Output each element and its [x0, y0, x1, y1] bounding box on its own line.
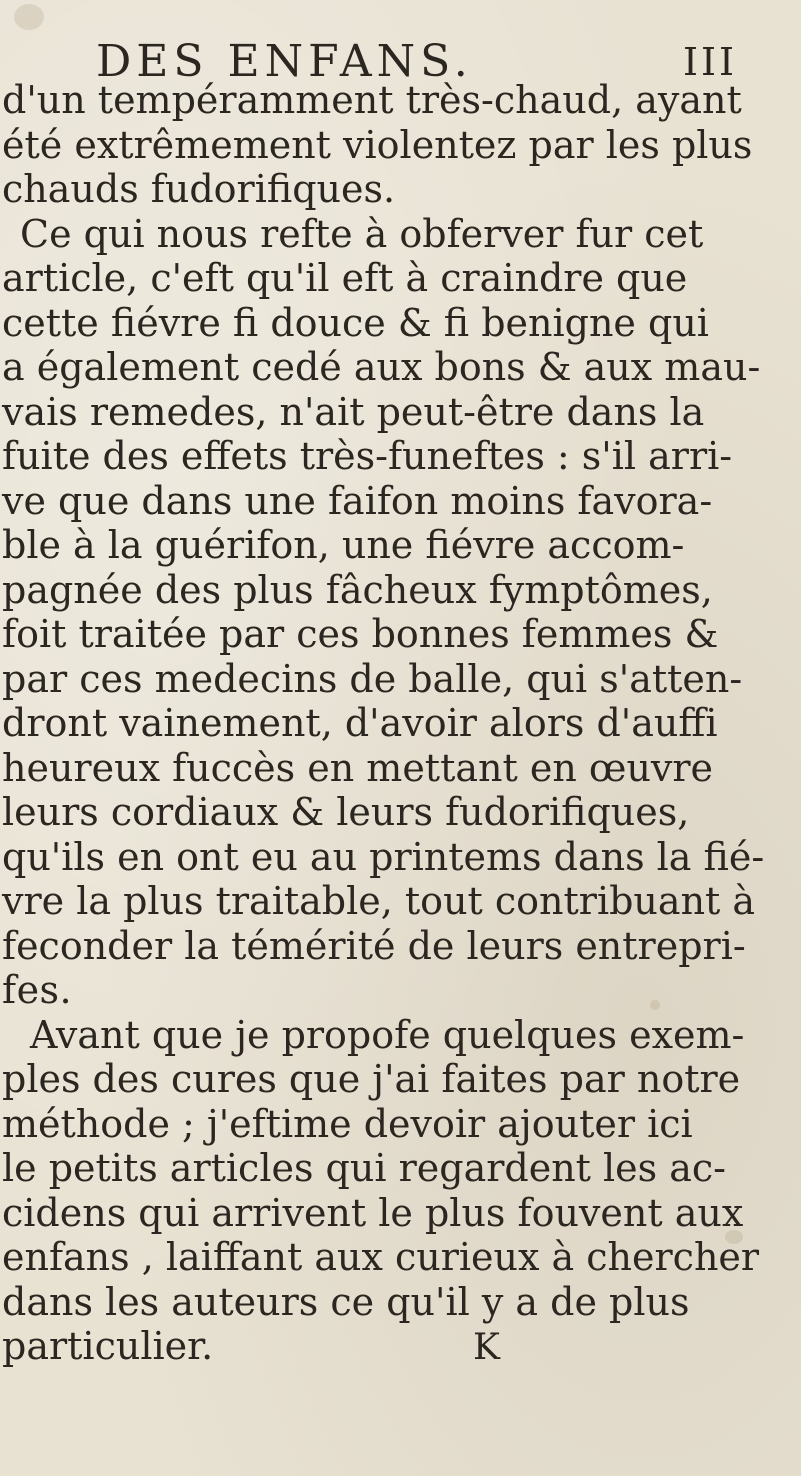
text-line: ples des cures que j'ai faites par notre	[2, 1057, 741, 1101]
body-text	[0, 78, 801, 1369]
text-line: heureux fuccès en mettant en œuvre	[2, 745, 714, 790]
page-header	[0, 18, 801, 87]
text-line: ble à la guérifon, une fiévre accom-	[2, 523, 685, 567]
text-line: ve que dans une faifon moins favora-	[2, 478, 713, 523]
signature-mark: K	[473, 1327, 500, 1368]
text-line: vre la plus traitable, tout contribuant à	[2, 879, 756, 923]
text-line: particulier.	[2, 1324, 214, 1368]
text-line: pagnée des plus fâcheux fymptômes,	[2, 567, 713, 612]
text-line: le petits articles qui regardent les ac-	[2, 1146, 727, 1190]
text-line: dront vainement, d'avoir alors d'auffi	[2, 701, 718, 745]
paragraph-start-line: Ce qui nous refte à obferver fur cet	[20, 211, 704, 256]
text-line: enfans , laiffant aux curieux à chercher	[2, 1235, 760, 1279]
text-line: vais remedes, n'ait peut-être dans la	[2, 389, 705, 434]
text-line: cette fiévre fi douce & fi benigne qui	[2, 300, 709, 345]
text-line: qu'ils en ont eu au printems dans la fié-	[2, 834, 765, 879]
text-line: d'un tempéramment très-chaud, ayant	[2, 78, 742, 122]
text-line: a également cedé aux bons & aux mau-	[2, 345, 761, 389]
paragraph-start-line: Avant que je propofe quelques exem-	[30, 1012, 745, 1057]
text-line: fes.	[2, 968, 73, 1012]
text-line: dans les auteurs ce qu'il y a de plus	[2, 1279, 690, 1324]
text-line: été extrêmement violentez par les plus	[2, 122, 753, 167]
text-line: leurs cordiaux & leurs fudorifiques,	[2, 790, 690, 834]
text-line: foit traitée par ces bonnes femmes &	[2, 612, 719, 656]
text-line: chauds fudorifiques.	[2, 167, 396, 211]
text-line: feconder la témérité de leurs entrepri-	[2, 923, 746, 968]
text-line: cidens qui arrivent le plus fouvent aux	[2, 1190, 744, 1235]
text-line: article, c'eft qu'il eft à craindre que	[2, 256, 688, 300]
running-head: DES ENFANS.	[96, 36, 473, 87]
page-number: III	[683, 40, 738, 84]
text-line: par ces medecins de balle, qui s'atten-	[2, 656, 743, 701]
text-line: méthode ; j'eftime devoir ajouter ici	[2, 1101, 693, 1146]
text-line: fuite des effets très-funeftes : s'il arri-	[2, 434, 733, 478]
